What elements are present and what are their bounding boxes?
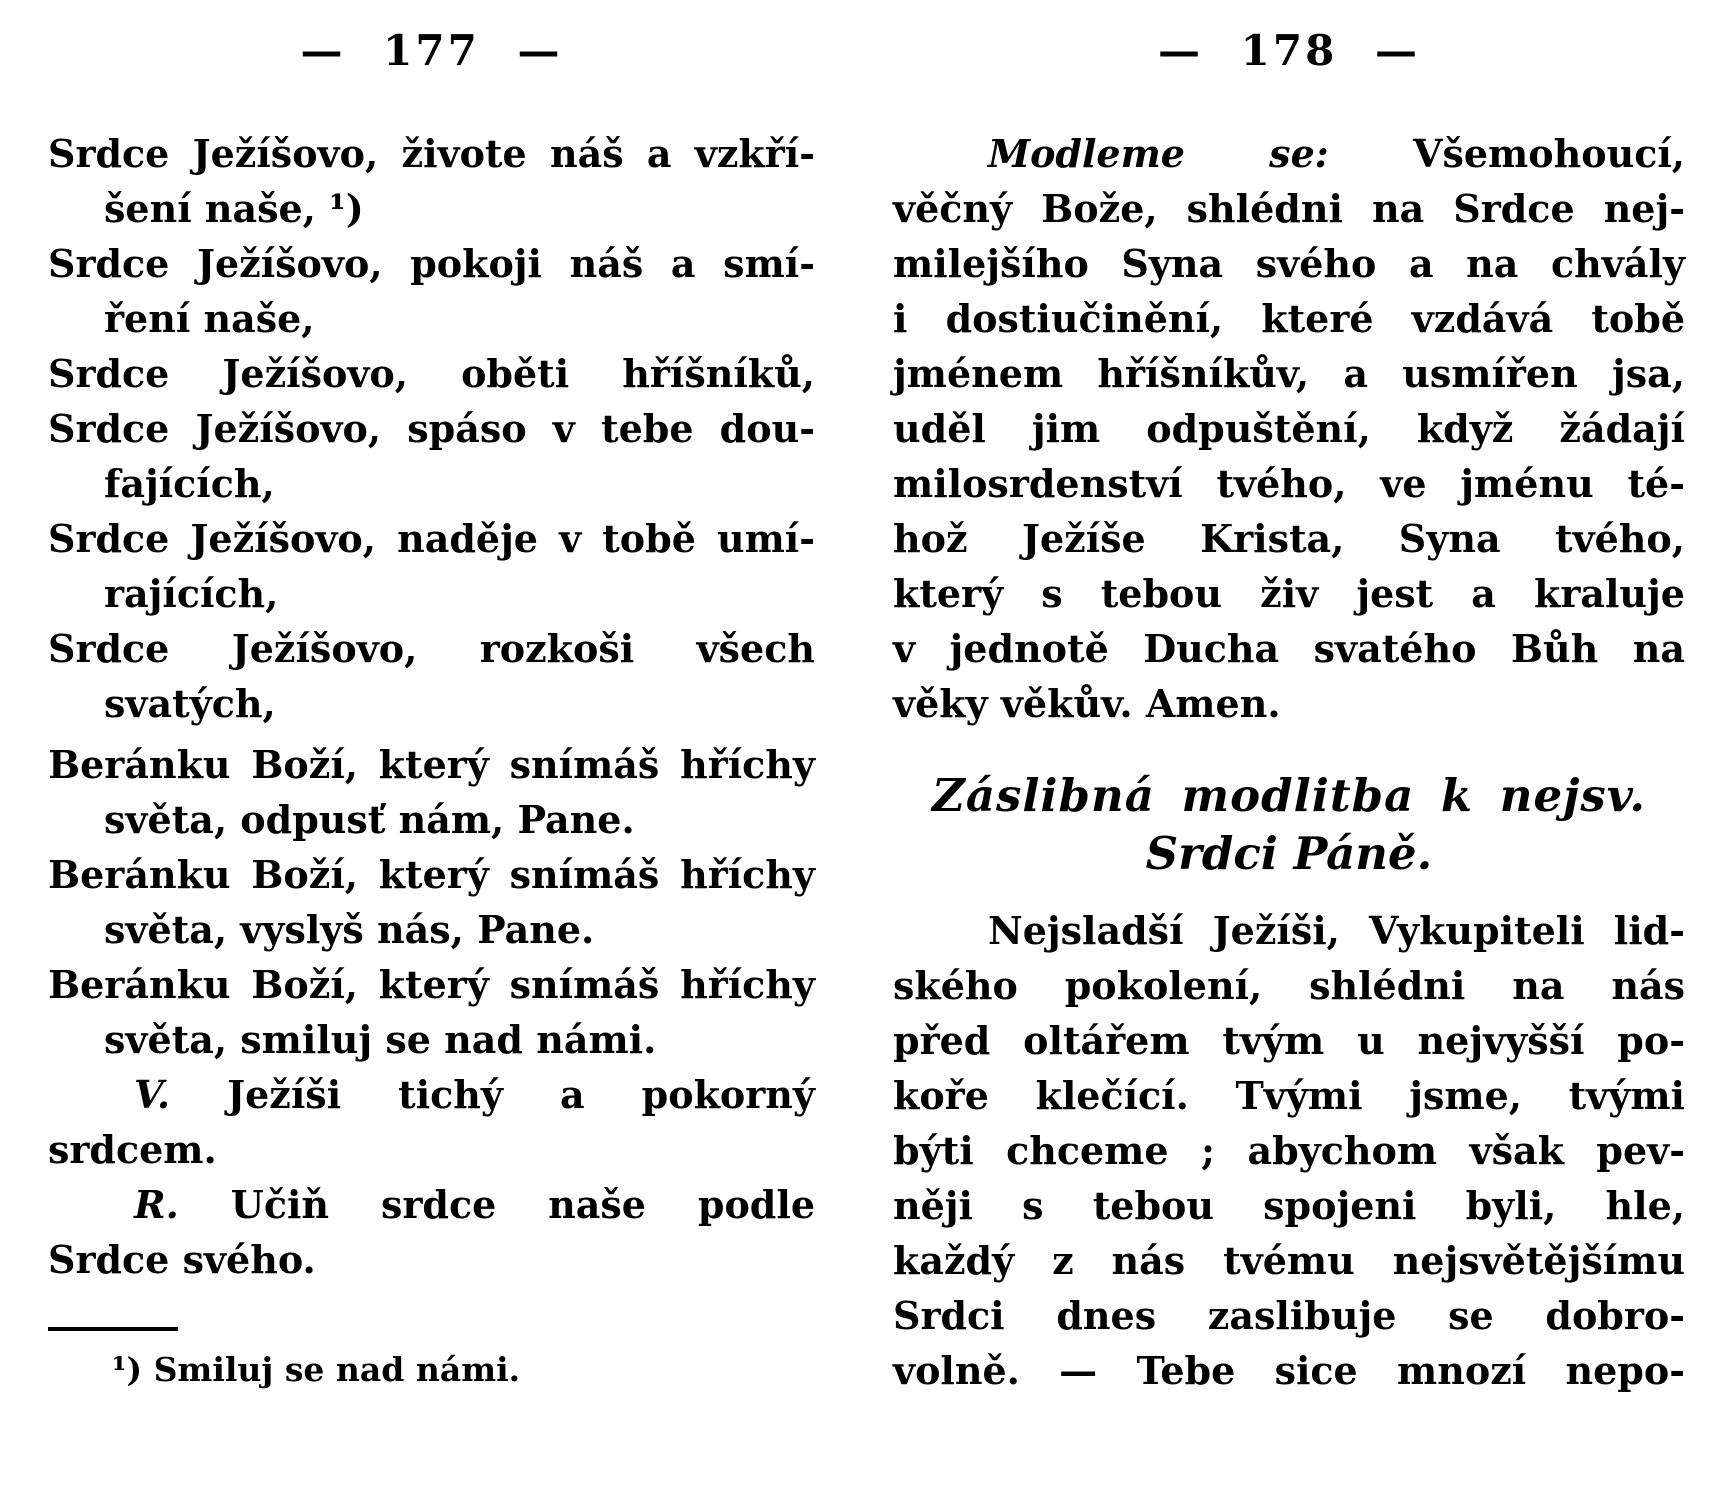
litany-line: Srdce Ježíšovo, rozkoši všech — [48, 626, 815, 671]
litany-line-cont: rajících, — [104, 571, 279, 616]
litany-line: Srdce Ježíšovo, pokoji náš a smí- — [48, 241, 815, 286]
prayer-intro-line — [893, 126, 1685, 181]
vow-line: každý z nás tvému nejsvětějšímu — [893, 1238, 1685, 1283]
litany-line: Srdce Ježíšovo, spáso v tebe dou- — [48, 406, 815, 451]
prayer-line: milejšího Syna svého a na chvály — [893, 241, 1685, 286]
vow-line: býti chceme ; abychom však pev- — [893, 1128, 1685, 1173]
page-number-right: — 178 — — [1158, 26, 1420, 75]
footnote — [48, 1347, 815, 1393]
litany-line: Srdce Ježíšovo, oběti hříšníků, — [48, 351, 815, 396]
litany-line-cont: světa, odpusť nám, Pane. — [104, 797, 635, 842]
litany-line-cont: světa, smiluj se nad námi. — [104, 1017, 657, 1062]
vow-line: něji s tebou spojeni byli, hle, — [893, 1183, 1685, 1228]
vow-line: volně. — Tebe sice mnozí nepo- — [893, 1348, 1685, 1393]
prayer-intro-label: Modleme se: — [988, 131, 1329, 176]
prayer-line: hož Ježíše Krista, Syna tvého, — [893, 516, 1685, 561]
vow-line: Srdci dnes zaslibuje se dobro- — [893, 1293, 1685, 1338]
response-line — [48, 1177, 815, 1232]
section-heading-line: Srdci Páně. — [1145, 827, 1433, 880]
response-text: Učiň srdce naše podle — [230, 1182, 815, 1227]
litany-line-cont: fajících, — [104, 461, 275, 506]
versicle-line-cont: srdcem. — [48, 1127, 217, 1172]
versicle-text: Ježíši tichý a pokorný — [227, 1072, 816, 1117]
vow-line: ského pokolení, shlédni na nás — [893, 963, 1685, 1008]
response-line-cont: Srdce svého. — [48, 1237, 316, 1282]
prayer-line: v jednotě Ducha svatého Bůh na — [893, 626, 1685, 671]
page-177-text — [48, 126, 815, 1393]
versicle-line — [48, 1067, 815, 1122]
litany-line-cont: světa, vyslyš nás, Pane. — [104, 907, 595, 952]
page-178-text — [893, 126, 1685, 1398]
litany-line-cont: šení naše, ¹) — [104, 186, 364, 231]
page-number-left: — 177 — — [300, 26, 563, 75]
litany-line: Srdce Ježíšovo, živote náš a vzkří- — [48, 131, 815, 176]
prayer-line: jménem hříšníkův, a usmířen jsa, — [893, 351, 1685, 396]
response-label: R. — [134, 1182, 179, 1227]
prayer-line: milosrdenství tvého, ve jménu té- — [893, 461, 1685, 506]
litany-line: Beránku Boží, který snímáš hříchy — [48, 962, 815, 1007]
litany-line: Beránku Boží, který snímáš hříchy — [48, 852, 815, 897]
section-heading-line: Záslibná modlitba k nejsv. — [932, 769, 1646, 822]
litany-line: Beránku Boží, který snímáš hříchy — [48, 742, 815, 787]
vow-line: Nejsladší Ježíši, Vykupiteli lid- — [988, 908, 1685, 953]
prayer-line: věky věkův. Amen. — [893, 681, 1281, 726]
prayer-line: i dostiučinění, které vzdává tobě — [893, 296, 1685, 341]
litany-line-cont: svatých, — [104, 681, 276, 726]
prayer-line: věčný Bože, shlédni na Srdce nej- — [893, 186, 1685, 231]
prayer-intro-text: Všemohoucí, — [1412, 131, 1685, 176]
footnote-marker: ¹) — [112, 1350, 143, 1389]
section-heading — [893, 767, 1685, 883]
vow-line: před oltářem tvým u nejvyšší po- — [893, 1018, 1685, 1063]
footnote-rule — [48, 1327, 178, 1331]
prayer-line: uděl jim odpuštění, když žádají — [893, 406, 1685, 451]
litany-line: Srdce Ježíšovo, naděje v tobě umí- — [48, 516, 815, 561]
footnote-text: Smiluj se nad námi. — [153, 1350, 521, 1389]
prayer-line: který s tebou živ jest a kraluje — [893, 571, 1685, 616]
versicle-label: V. — [134, 1072, 171, 1117]
litany-line-cont: ření naše, — [104, 296, 315, 341]
vow-line: koře klečící. Tvými jsme, tvými — [893, 1073, 1685, 1118]
